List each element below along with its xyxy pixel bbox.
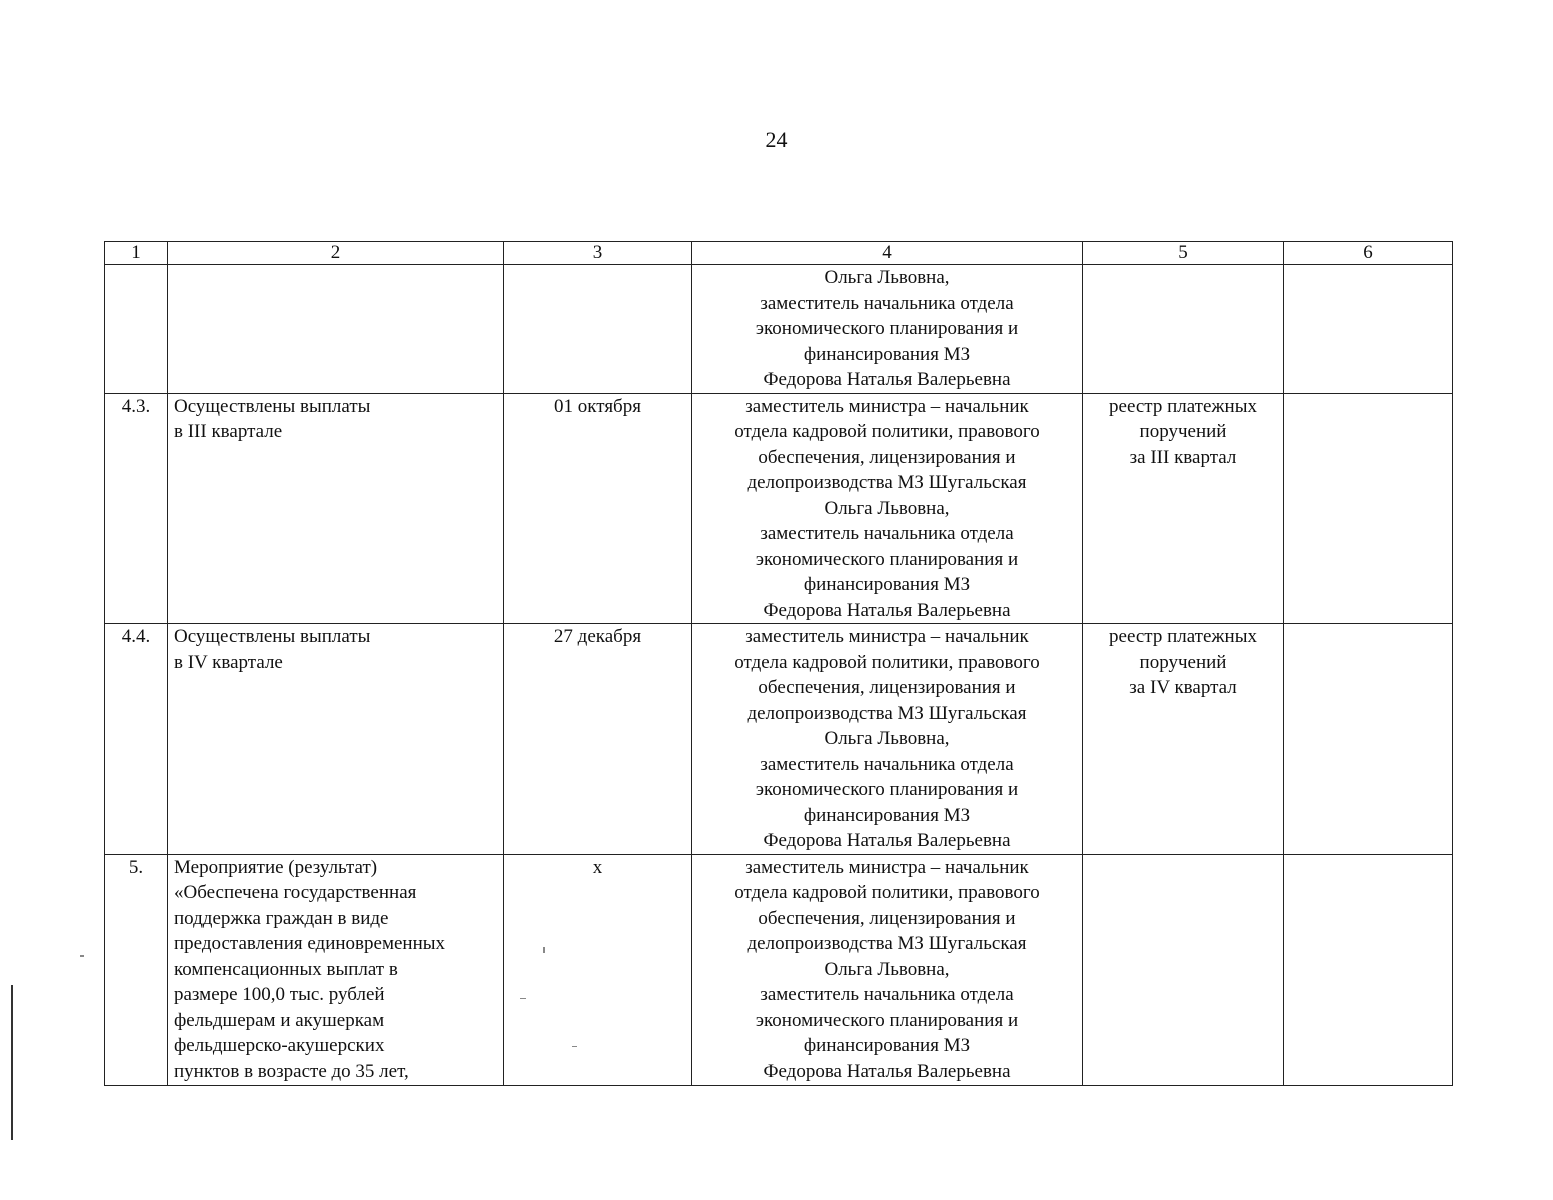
- document-line: за IV квартал: [1129, 677, 1237, 698]
- responsible-line: заместитель начальника отдела: [760, 753, 1014, 775]
- column-number-row: [105, 242, 1453, 265]
- responsible-line: экономического планирования и: [755, 779, 1019, 800]
- name-line: в III квартале: [174, 421, 283, 442]
- name-line: «Обеспечена государственная: [174, 882, 417, 903]
- item-deadline: [504, 265, 692, 394]
- responsible-line: заместитель начальника отдела: [760, 984, 1014, 1005]
- plan-table: [104, 241, 1453, 1086]
- name-line: фельдшерско-акушерских: [174, 1035, 385, 1056]
- item-name: [168, 393, 504, 624]
- item-name: [168, 265, 504, 394]
- responsible-line: заместитель министра – начальник: [745, 856, 1029, 878]
- responsible-line: Федорова Наталья Валерьевна: [763, 1060, 1011, 1082]
- item-note: [1284, 393, 1453, 624]
- column-header-6: 6: [1284, 242, 1453, 265]
- name-line: пунктов в возрасте до 35 лет,: [174, 1060, 409, 1082]
- scan-speck: [543, 947, 545, 953]
- name-line: размере 100,0 тыс. рублей: [174, 984, 385, 1005]
- item-number: [105, 265, 168, 394]
- item-deadline: x: [504, 854, 692, 1085]
- responsible-line: финансирования МЗ: [803, 343, 971, 365]
- responsible-line: обеспечения, лицензирования и: [758, 907, 1016, 929]
- name-line: в IV квартале: [174, 651, 283, 673]
- item-number: 5.: [105, 854, 168, 1085]
- responsible-line: отдела кадровой политики, правового: [734, 882, 1040, 903]
- responsible-line: обеспечения, лицензирования и: [758, 446, 1016, 468]
- document-line: реестр платежных: [1109, 395, 1257, 417]
- item-document: [1083, 854, 1284, 1085]
- scan-speck: [80, 955, 84, 957]
- name-line: Осуществлены выплаты: [174, 395, 371, 417]
- responsible-line: заместитель начальника отдела: [760, 523, 1014, 544]
- table-row-4-3: [105, 393, 1453, 624]
- responsible-line: делопроизводства МЗ Шугальская: [747, 933, 1027, 954]
- item-responsible: [692, 265, 1083, 394]
- item-responsible: [692, 393, 1083, 624]
- responsible-line: финансирования МЗ: [803, 1035, 971, 1056]
- name-line: компенсационных выплат в: [174, 958, 398, 980]
- responsible-line: Федорова Наталья Валерьевна: [763, 599, 1011, 621]
- column-header-2: 2: [168, 242, 504, 265]
- table-row-5: [105, 854, 1453, 1085]
- name-line: фельдшерам и акушеркам: [174, 1009, 385, 1031]
- item-name: [168, 854, 504, 1085]
- column-header-1: 1: [105, 242, 168, 265]
- scan-speck: [572, 1046, 577, 1047]
- document-line: за III квартал: [1129, 446, 1237, 468]
- name-line: предоставления единовременных: [174, 933, 446, 954]
- responsible-line: делопроизводства МЗ Шугальская: [747, 472, 1027, 493]
- item-note: [1284, 624, 1453, 855]
- responsible-line: экономического планирования и: [755, 548, 1019, 570]
- document-line: поручений: [1139, 421, 1227, 442]
- responsible-line: заместитель министра – начальник: [745, 395, 1029, 417]
- item-document: [1083, 624, 1284, 855]
- responsible-line: экономического планирования и: [755, 1009, 1019, 1031]
- responsible-line: Ольга Львовна,: [824, 728, 950, 749]
- table-row-continuation: [105, 265, 1453, 394]
- item-deadline: 27 декабря: [504, 624, 692, 855]
- item-document: [1083, 265, 1284, 394]
- responsible-line: отдела кадровой политики, правового: [734, 421, 1040, 442]
- document-line: поручений: [1139, 651, 1227, 673]
- name-line: поддержка граждан в виде: [174, 907, 389, 929]
- responsible-line: Ольга Львовна,: [824, 267, 950, 288]
- responsible-line: финансирования МЗ: [803, 804, 971, 826]
- item-note: [1284, 265, 1453, 394]
- item-name: [168, 624, 504, 855]
- responsible-line: заместитель начальника отдела: [760, 292, 1014, 314]
- column-header-4: 4: [692, 242, 1083, 265]
- document-line: реестр платежных: [1109, 626, 1257, 647]
- item-deadline: 01 октября: [504, 393, 692, 624]
- column-header-5: 5: [1083, 242, 1284, 265]
- responsible-line: заместитель министра – начальник: [745, 626, 1029, 647]
- responsible-line: Федорова Наталья Валерьевна: [763, 369, 1011, 390]
- item-responsible: [692, 624, 1083, 855]
- responsible-line: делопроизводства МЗ Шугальская: [747, 702, 1027, 724]
- item-number: 4.4.: [105, 624, 168, 855]
- responsible-line: Федорова Наталья Валерьевна: [763, 830, 1011, 851]
- scan-speck: [520, 998, 526, 999]
- item-responsible: [692, 854, 1083, 1085]
- item-note: [1284, 854, 1453, 1085]
- responsible-line: финансирования МЗ: [803, 574, 971, 595]
- column-header-3: 3: [504, 242, 692, 265]
- scan-margin-line: [11, 985, 13, 1140]
- responsible-line: Ольга Львовна,: [824, 958, 950, 980]
- responsible-line: отдела кадровой политики, правового: [734, 651, 1040, 673]
- responsible-line: Ольга Львовна,: [824, 497, 950, 519]
- item-number: 4.3.: [105, 393, 168, 624]
- responsible-line: обеспечения, лицензирования и: [758, 677, 1016, 698]
- name-line: Осуществлены выплаты: [174, 626, 371, 647]
- item-document: [1083, 393, 1284, 624]
- name-line: Мероприятие (результат): [174, 856, 378, 878]
- responsible-line: экономического планирования и: [755, 318, 1019, 339]
- page-number: 24: [765, 127, 788, 152]
- table-row-4-4: [105, 624, 1453, 855]
